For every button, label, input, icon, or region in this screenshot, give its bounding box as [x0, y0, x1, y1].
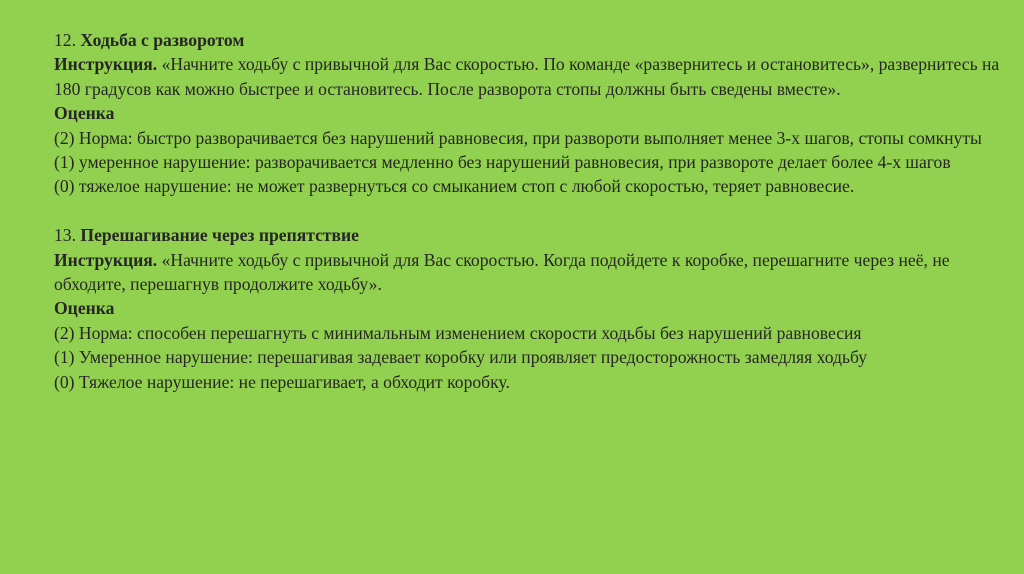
- section-heading: [54, 223, 1004, 247]
- grade-moderate: (1) умеренное нарушение: разворачивается медленно без нарушений равновесия, при развороте делает более 4-х шагов: [54, 152, 951, 173]
- section-spacer: [54, 199, 1004, 223]
- section-number: 12.: [54, 30, 76, 50]
- section-title: Ходьба с разворотом: [80, 30, 245, 50]
- section-title: Перешагивание через препятствие: [80, 225, 359, 246]
- grade-normal: (2) Норма: способен перешагнуть с минимальным изменением скорости ходьбы без нарушений равновесия: [54, 322, 862, 343]
- instruction-label: Инструкция.: [54, 249, 158, 270]
- grade-severe: (0) тяжелое нарушение: не может развернуться со смыканием стоп с любой скоростью, теряет равновесие.: [54, 176, 855, 197]
- grade-normal: (2) Норма: быстро разворачивается без нарушений равновесия, при развороти выполняет менее 3-х шагов, стопы сомкнуты: [54, 127, 982, 148]
- slide-text-body: [54, 28, 1004, 394]
- instruction-text: «Начните ходьбу с привычной для Вас скоростью. Когда подойдете к коробке, перешагните через неё, не обходите, перешагнув продолжите ходьбу».: [54, 249, 950, 295]
- grade-moderate: (1) Умеренное нарушение: перешагивая задевает коробку или проявляет предосторожность замедляя ходьбу: [54, 347, 868, 368]
- instruction-label: Инструкция.: [54, 54, 158, 75]
- instruction-paragraph: [54, 52, 1004, 101]
- section-heading: [54, 28, 1004, 52]
- instruction-paragraph: [54, 248, 1004, 297]
- assessment-label: Оценка: [54, 298, 115, 319]
- section-obstacle-step: [54, 223, 1004, 394]
- section-walking-turn: [54, 28, 1004, 199]
- instruction-text: «Начните ходьбу с привычной для Вас скоростью. По команде «развернитесь и остановитесь», развернитесь на 180 градусов как можно быстрее и остановитесь. После разворота стопы должны быть сведены вместе».: [54, 54, 1000, 99]
- assessment-label: Оценка: [54, 103, 115, 124]
- grade-severe: (0) Тяжелое нарушение: не перешагивает, а обходит коробку.: [54, 371, 510, 392]
- section-number: 13.: [54, 225, 76, 246]
